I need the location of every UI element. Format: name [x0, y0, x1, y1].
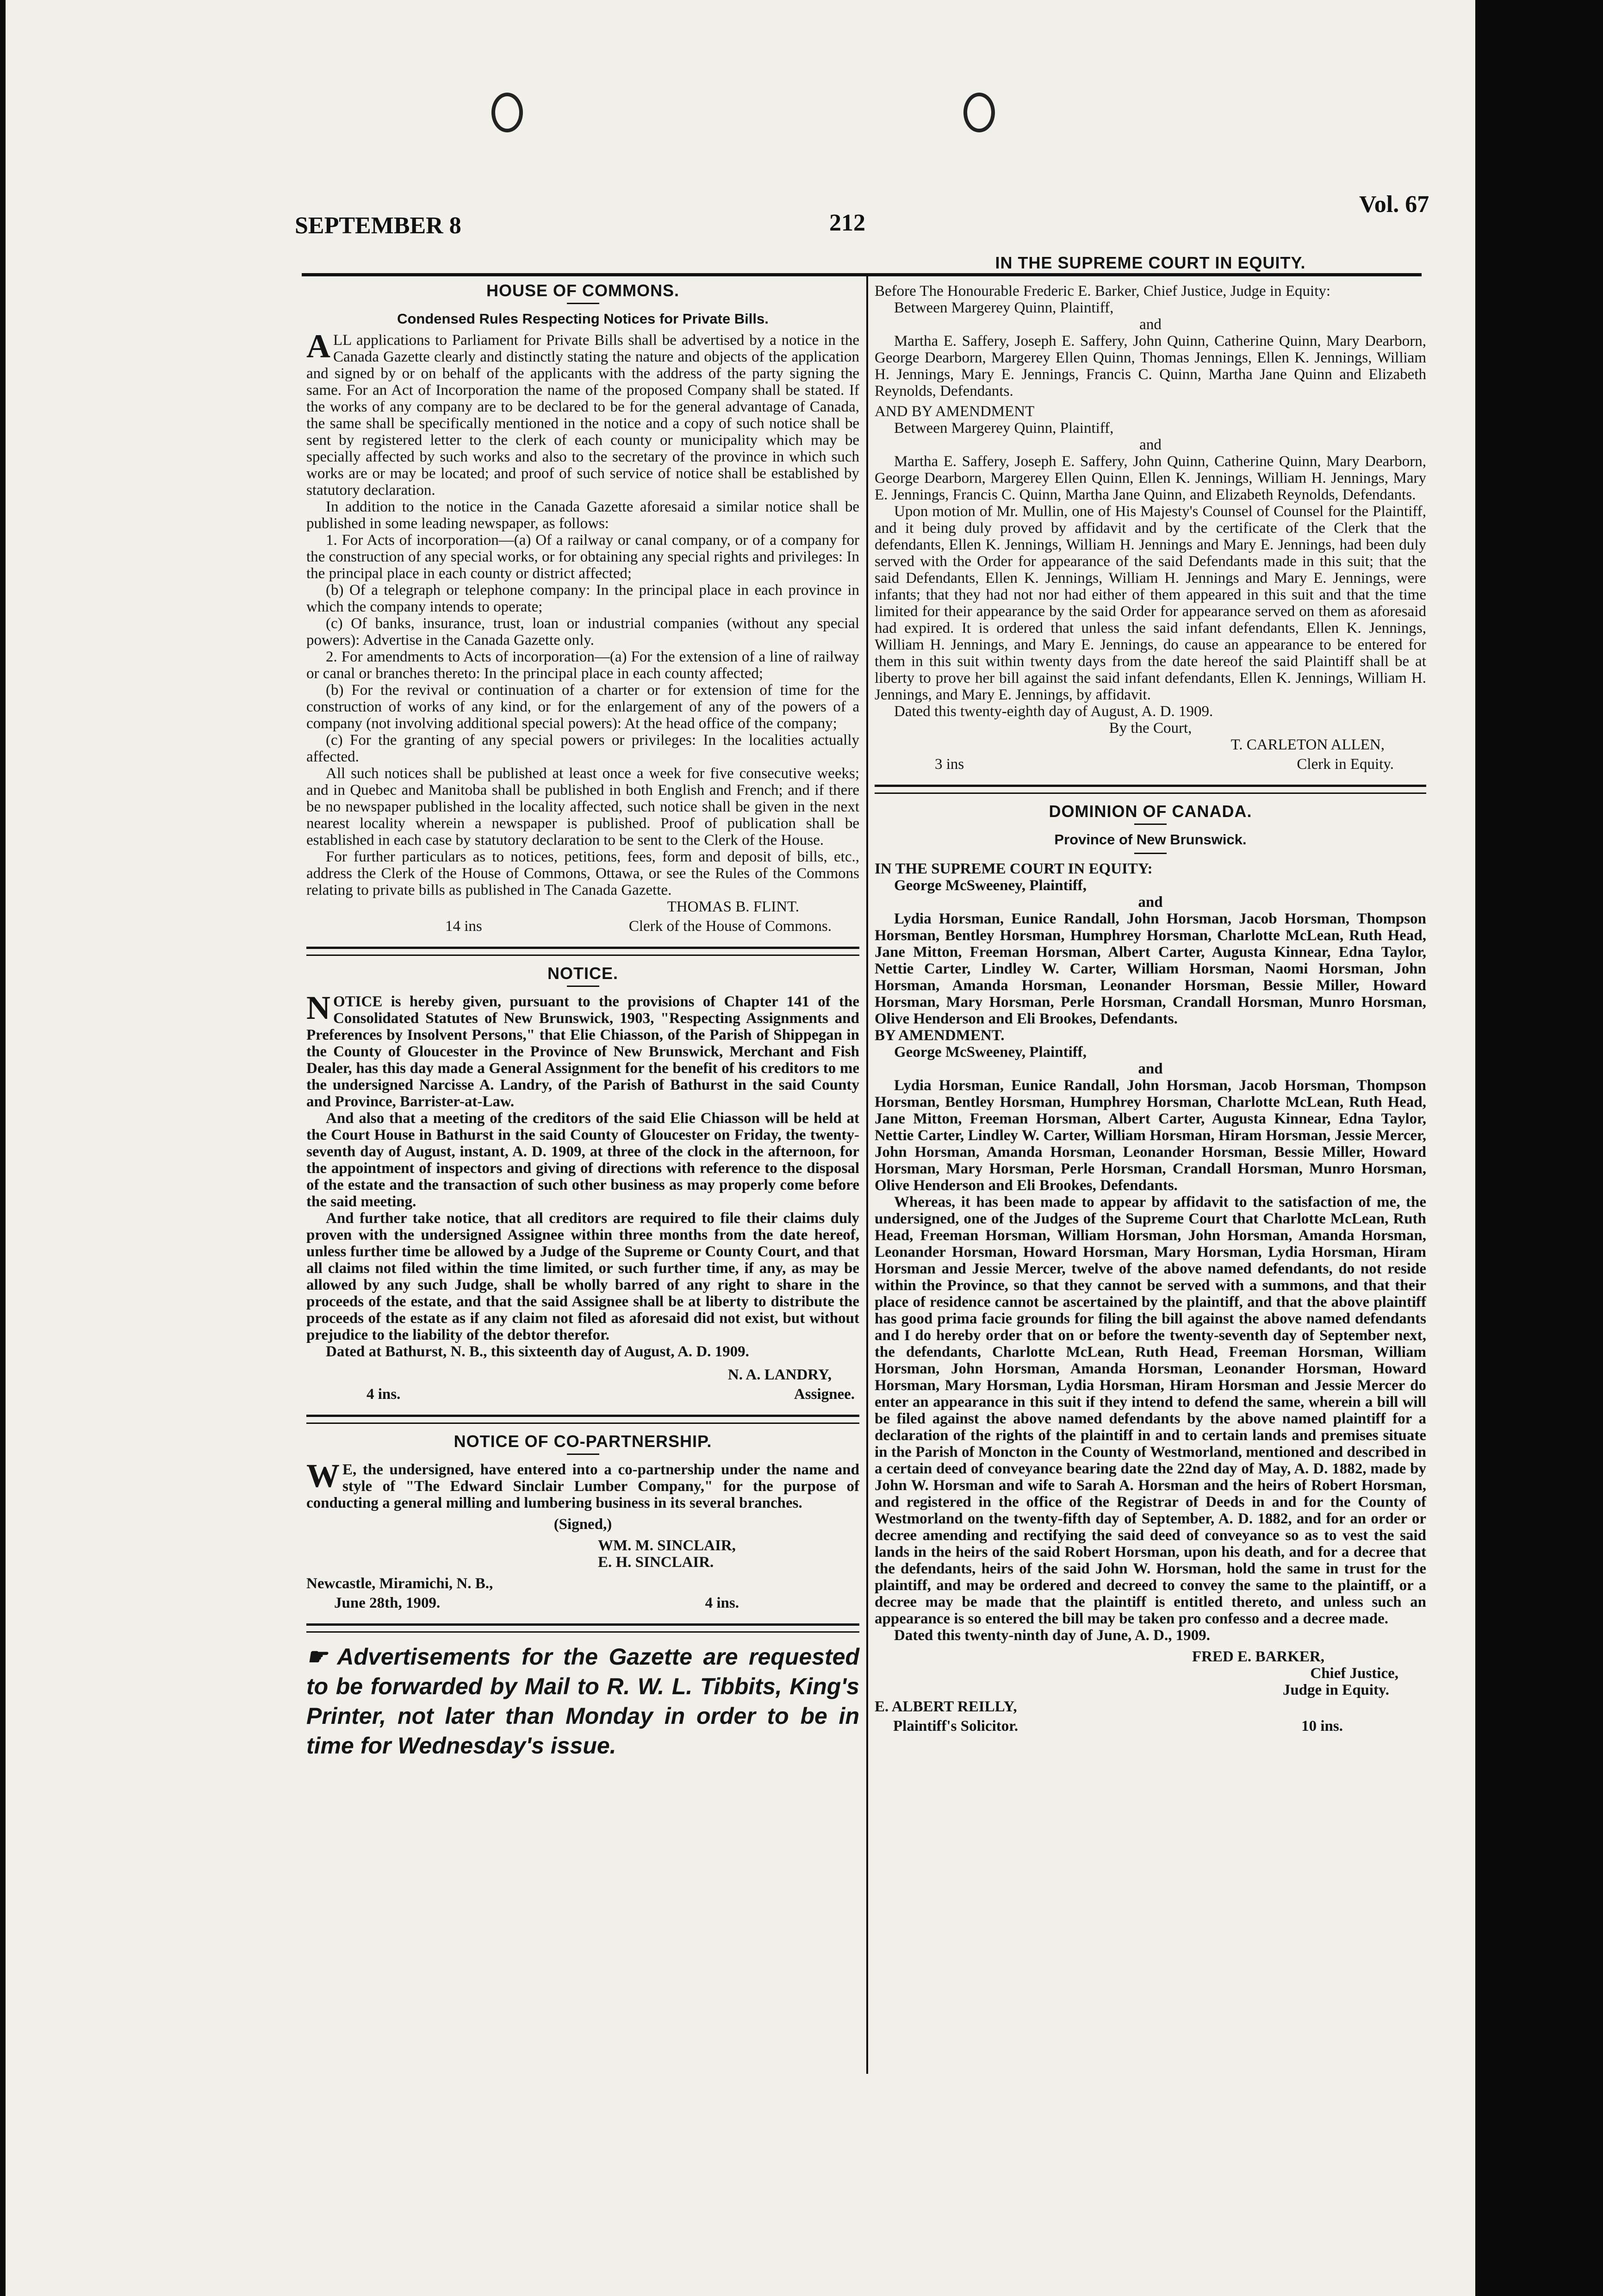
commons-para: ALL applications to Parliament for Private Bills shall be advertised by a notice in the Canada Gazette clearly and distinctly stating the nature and objects of the application and signed by or on behalf of the applicants with the address of the party signing the same. For an Act of Incorporation the name of the proposed Company shall be stated. If the works of any company are to be declared to be for the general advantage of Canada, the same shall be specifically mentioned in the notice and a copy of such notice shall be sent by registered letter to the clerk of each county or municipality which may be specially affected by such works and also to the secretary of the province in which such works are or may be located; and proof of such service of notice shall be established by statutory declaration.	[306, 328, 859, 499]
title-rule	[1134, 275, 1167, 276]
advertisement-notice: ☛ Advertisements for the Gazette are requested to be forwarded by Mail to R. W. L. Tibbits, King's Printer, not later than Monday in order to be in time for Wednesday's issue.	[306, 1644, 859, 1759]
commons-para: 1. For Acts of incorporation—(a) Of a railway or canal company, or of a company for the construction of any special works, or for obtaining any special rights and privileges: In the principal place in each county or district affected;	[306, 532, 859, 582]
equity-dated: Dated this twenty-eighth day of August, A. D. 1909.	[894, 703, 1213, 720]
dominion-para: George McSweeney, Plaintiff,	[894, 877, 1087, 894]
punch-hole-left	[491, 93, 523, 132]
right-column	[875, 250, 1426, 1734]
commons-para: (c) For the granting of any special powers or privileges: In the localities actually affected.	[306, 732, 859, 765]
copartnership-title: NOTICE OF CO-PARTNERSHIP.	[454, 1432, 712, 1451]
dominion-title: DOMINION OF CANADA.	[1049, 802, 1252, 821]
page-number: 212	[829, 210, 865, 236]
commons-para: 2. For amendments to Acts of incorporation—(a) For the extension of a line of railway or canal or branches thereto: In the principal place in each county affected;	[306, 649, 859, 682]
dominion-mcsweeney-notice	[875, 803, 1426, 1734]
equity-and: and	[1139, 437, 1162, 453]
equity-amendment: AND BY AMENDMENT	[875, 403, 1035, 420]
notice-dated: Dated at Bathurst, N. B., this sixteenth day of August, A. D. 1909.	[326, 1343, 749, 1360]
commons-para: All such notices shall be published at least once a week for five consecutive weeks; and in Quebec and Manitoba shall be published in both English and French; and if there be no newspaper published in the locality affected, such notice shall be given in the next nearest locality wherein a newspaper is published. Proof of publication shall be established in each case by statutory declaration to be sent to the Clerk of the House.	[306, 765, 859, 849]
dominion-solicitor-title: Plaintiff's Solicitor.	[893, 1718, 1019, 1734]
commons-para: For further particulars as to notices, petitions, fees, form and deposit of bills, etc., address the Clerk of the House of Commons, Ottawa, or see the Rules of the Commons relating to private bills as published in The Canada Gazette.	[306, 849, 859, 898]
commons-subtitle: Condensed Rules Respecting Notices for Private Bills.	[397, 311, 769, 327]
dominion-judge-title: Judge in Equity.	[1282, 1682, 1389, 1698]
notice-ins: 4 ins.	[367, 1386, 401, 1403]
notice-para: And further take notice, that all creditors are required to file their claims duly proven with the undersigned Assignee within three months from the date hereof, unless further time be allowed by a Judge of the Supreme or County Court, and that all claims not filed within the time limited, or such further time, if any, as may be allowed by any such Judge, shall be wholly barred of any right to share in the proceeds of the estate, and that the said Assignee shall be at liberty to distribute the proceeds of the estate as if any claim not filed as aforesaid did not exist, but without prejudice to the liability of the debtor therefor.	[306, 1210, 859, 1343]
commons-para: (b) Of a telegraph or telephone company: In the principal place in each province in which the company intends to operate;	[306, 582, 859, 615]
house-of-commons-notice	[306, 282, 859, 935]
notice-signature-line	[306, 1386, 859, 1403]
copartnership-notice	[306, 1433, 859, 1611]
commons-title: HOUSE OF COMMONS.	[486, 281, 679, 300]
equity-title: IN THE SUPREME COURT IN EQUITY.	[995, 253, 1306, 272]
commons-signer: THOMAS B. FLINT.	[667, 898, 799, 915]
dominion-solicitor-line	[875, 1718, 1426, 1734]
commons-para: (b) For the revival or continuation of a charter or for extension of time for the construction of works of any kind, or for the enlargement of any of the powers of a company (not involving additional special powers): At the head office of the company;	[306, 682, 859, 732]
equity-para: Upon motion of Mr. Mullin, one of His Majesty's Counsel of Counsel for the Plaintiff, and it being duly proved by affidavit and by the certificate of the Clerk that the defendants, Ellen K. Jennings, William H. Jennings and Mary E. Jennings, had been duly served with the Order for appearance of the said Defendants made in this suit; that the said Defendants, Ellen K. Jennings, William H. Jennings and Mary E. Jennings, were infants; that they had not nor had either of them appeared in this suit and that the time limited for their appearance by the said Order for appearance served on them as aforesaid had expired. It is ordered that unless the said infant defendants, Ellen K. Jennings, William H. Jennings, and Mary E. Jennings, do cause an appearance to be entered for them in this suit within twenty days from the date hereof the said Plaintiff shall be at liberty to prove her bill against the said infant defendants, Ellen K. Jennings, William H. Jennings, and Mary E. Jennings, by affidavit.	[875, 503, 1426, 703]
dominion-subtitle: Province of New Brunswick.	[1054, 831, 1247, 848]
copartnership-date: June 28th, 1909.	[334, 1595, 441, 1611]
dominion-and: and	[1138, 1061, 1163, 1077]
dominion-para: Whereas, it has been made to appear by affidavit to the satisfaction of me, the undersigned, one of the Judges of the Supreme Court that Charlotte McLean, Ruth Head, Freeman Horsman, William Horsman, John Horsman, Amanda Horsman, Leonander Horsman, Howard Horsman, Mary Horsman, Lydia Horsman, Hiram Horsman and Jessie Mercer, twelve of the above named defendants, do not reside within the Province, so that they cannot be served with a summons, and that their place of residence cannot be ascertained by the plaintiff, and that the above plaintiff has good prima facie grounds for filing the bill against the above named defendants and I do hereby order that on or before the twenty-seventh day of September next, the defendants, Charlotte McLean, Ruth Head, Freeman Horsman, William Horsman, John Horsman, Amanda Horsman, Leonander Horsman, Howard Horsman, Mary Horsman, Lydia Horsman, Hiram Horsman and Jessie Mercer do enter an appearance in this suit if they intend to defend the same, wherein a bill will be filed against the above named defendants by the above named plaintiff for a declaration of the rights of the plaintiff in and to certain lands and premises situate in the Parish of Moncton in the County of Westmorland, mentioned and described in a certain deed of conveyance bearing date the 22nd day of May, A. D. 1882, made by John W. Horsman and wife to Sarah A. Horsman and the heirs of Robert Horsman, and registered in the office of the Registrar of Deeds in and for the County of Westmorland on the twenty-fifth day of September, A. D. 1882, and for an order or decree amending and rectifying the said deed of conveyance so as to vest the said lands in the heirs of the said Robert Horsman, upon his death, and for a decree that the defendants, heirs of the said John W. Horsman, hold the same in trust for the plaintiff, and may be ordered and decreed to convey the same to the plaintiff, or a decree may be made that the plaintiff is entitled thereto, and unless such an appearance is so entered the bill may be taken pro confesso and a decree made.	[875, 1194, 1426, 1627]
copartnership-date-line	[306, 1595, 859, 1611]
commons-signer-title: Clerk of the House of Commons.	[628, 918, 832, 935]
title-rule	[1134, 853, 1167, 854]
title-rule	[567, 986, 599, 987]
equity-para: Between Margerey Quinn, Plaintiff,	[894, 420, 1114, 437]
title-rule	[567, 303, 599, 304]
dominion-solicitor: E. ALBERT REILLY,	[875, 1698, 1017, 1715]
copartnership-para: WE, the undersigned, have entered into a co-partnership under the name and style of "The Edward Sinclair Lumber Company," for the purpose of conducting a general milling and lumbering business in its several branches.	[306, 1457, 859, 1511]
copartnership-sig1: WM. M. SINCLAIR,	[598, 1537, 736, 1554]
scan-margin	[1475, 0, 1603, 2296]
dominion-para: Lydia Horsman, Eunice Randall, John Horsman, Jacob Horsman, Thompson Horsman, Bentley Horsman, Humphrey Horsman, Charlotte McLean, Ruth Head, Jane Mitton, Freeman Horsman, Albert Carter, Augusta Kinnear, Edna Taylor, Nettie Carter, Lindley W. Carter, William Horsman, Naomi Horsman, John Horsman, Amanda Horsman, Leonander Horsman, Bessie Miller, Howard Horsman, Mary Horsman, Perle Horsman, Crandall Horsman, Munro Horsman, Olive Henderson and Eli Brookes, Defendants.	[875, 911, 1426, 1027]
title-rule	[1134, 824, 1167, 825]
copartnership-sig2: E. H. SINCLAIR.	[598, 1554, 714, 1571]
copartnership-signed: (Signed,)	[553, 1516, 612, 1533]
equity-para: Martha E. Saffery, Joseph E. Saffery, John Quinn, Catherine Quinn, Mary Dearborn, George Dearborn, Margerey Ellen Quinn, Thomas Jennings, Ellen K. Jennings, William H. Jennings, Mary E. Jennings, Francis C. Quinn, Martha Jane Quinn and Elizabeth Reynolds, Defendants.	[875, 333, 1426, 399]
commons-ins: 14 ins	[445, 918, 482, 935]
equity-signer: T. CARLETON ALLEN,	[1230, 736, 1385, 753]
section-divider	[875, 785, 1426, 794]
dominion-judge: FRED E. BARKER,	[1192, 1648, 1324, 1665]
dominion-and: and	[1138, 894, 1163, 911]
equity-para: Martha E. Saffery, Joseph E. Saffery, John Quinn, Catherine Quinn, Mary Dearborn, George Dearborn, Margerey Ellen Quinn, Ellen K. Jennings, William H. Jennings, Mary E. Jennings, Francis C. Quinn, Martha Jane Quinn, and Elizabeth Reynolds, Defendants.	[875, 453, 1426, 503]
dominion-amendment: BY AMENDMENT.	[875, 1027, 1005, 1044]
dominion-para: George McSweeney, Plaintiff,	[894, 1044, 1087, 1061]
section-divider	[306, 1623, 859, 1633]
section-divider	[306, 947, 859, 956]
equity-quinn-notice	[875, 255, 1426, 773]
commons-signature-line	[306, 918, 859, 935]
commons-para: (c) Of banks, insurance, trust, loan or industrial companies (without any special powers): Advertise in the Canada Gazette only.	[306, 615, 859, 649]
title-rule	[567, 1454, 599, 1455]
assignment-notice	[306, 965, 859, 1403]
copartnership-place: Newcastle, Miramichi, N. B.,	[306, 1575, 493, 1592]
copartnership-ins: 4 ins.	[705, 1595, 739, 1611]
equity-ins: 3 ins	[935, 756, 964, 773]
dominion-para: Lydia Horsman, Eunice Randall, John Horsman, Jacob Horsman, Thompson Horsman, Bentley Horsman, Humphrey Horsman, Charlotte McLean, Ruth Head, Jane Mitton, Freeman Horsman, Albert Carter, Augusta Kinnear, Edna Taylor, Nettie Carter, Lindley W. Carter, William Horsman, Hiram Horsman, Jessie Mercer, John Horsman, Amanda Horsman, Leonander Horsman, Bessie Miller, Howard Horsman, Mary Horsman, Perle Horsman, Crandall Horsman, Munro Horsman, Olive Henderson and Eli Brookes, Defendants.	[875, 1077, 1426, 1194]
left-column	[306, 278, 859, 1760]
equity-and: and	[1139, 316, 1162, 333]
dominion-dated: Dated this twenty-ninth day of June, A. D., 1909.	[894, 1627, 1210, 1644]
notice-signer: N. A. LANDRY,	[727, 1366, 832, 1383]
equity-para: Between Margerey Quinn, Plaintiff,	[894, 299, 1114, 316]
column-divider	[866, 273, 868, 2074]
notice-para: And also that a meeting of the creditors of the said Elie Chiasson will be held at the Court House in Bathurst in the said County of Gloucester on Friday, the twenty-seventh day of August, instant, A. D. 1909, at three of the clock in the afternoon, for the appointment of inspectors and giving of directions with reference to the disposal of the estate and the transaction of such other business as may properly come before the said meeting.	[306, 1110, 859, 1210]
dominion-judge-title: Chief Justice,	[1310, 1665, 1398, 1682]
notice-title: NOTICE.	[547, 964, 618, 983]
notice-signer-title: Assignee.	[794, 1386, 855, 1403]
equity-signature-line	[875, 756, 1426, 773]
notice-para: NOTICE is hereby given, pursuant to the provisions of Chapter 141 of the Consolidated Statutes of New Brunswick, 1903, "Respecting Assignments and Preferences by Insolvent Persons," that Elie Chiasson, of the Parish of Shippegan in the County of Gloucester in the Province of New Brunswick, Merchant and Fish Dealer, has this day made a General Assignment for the benefit of his creditors to me the undersigned Narcisse A. Landry, of the Parish of Bathurst in the said County and Province, Barrister-at-Law.	[306, 989, 859, 1110]
section-divider	[306, 1415, 859, 1424]
dominion-ins: 10 ins.	[1301, 1718, 1343, 1734]
commons-para: In addition to the notice in the Canada Gazette aforesaid a similar notice shall be published in some leading newspaper, as follows:	[306, 499, 859, 532]
equity-signer-title: Clerk in Equity.	[1297, 756, 1394, 773]
gazette-page	[6, 0, 1475, 2296]
dominion-court: IN THE SUPREME COURT IN EQUITY:	[875, 861, 1153, 877]
equity-para: Before The Honourable Frederic E. Barker, Chief Justice, Judge in Equity:	[875, 283, 1331, 299]
punch-hole-right	[963, 93, 995, 132]
equity-by-court: By the Court,	[1109, 720, 1192, 736]
issue-date: SEPTEMBER 8	[295, 212, 461, 239]
volume-number: Vol. 67	[1359, 191, 1429, 218]
